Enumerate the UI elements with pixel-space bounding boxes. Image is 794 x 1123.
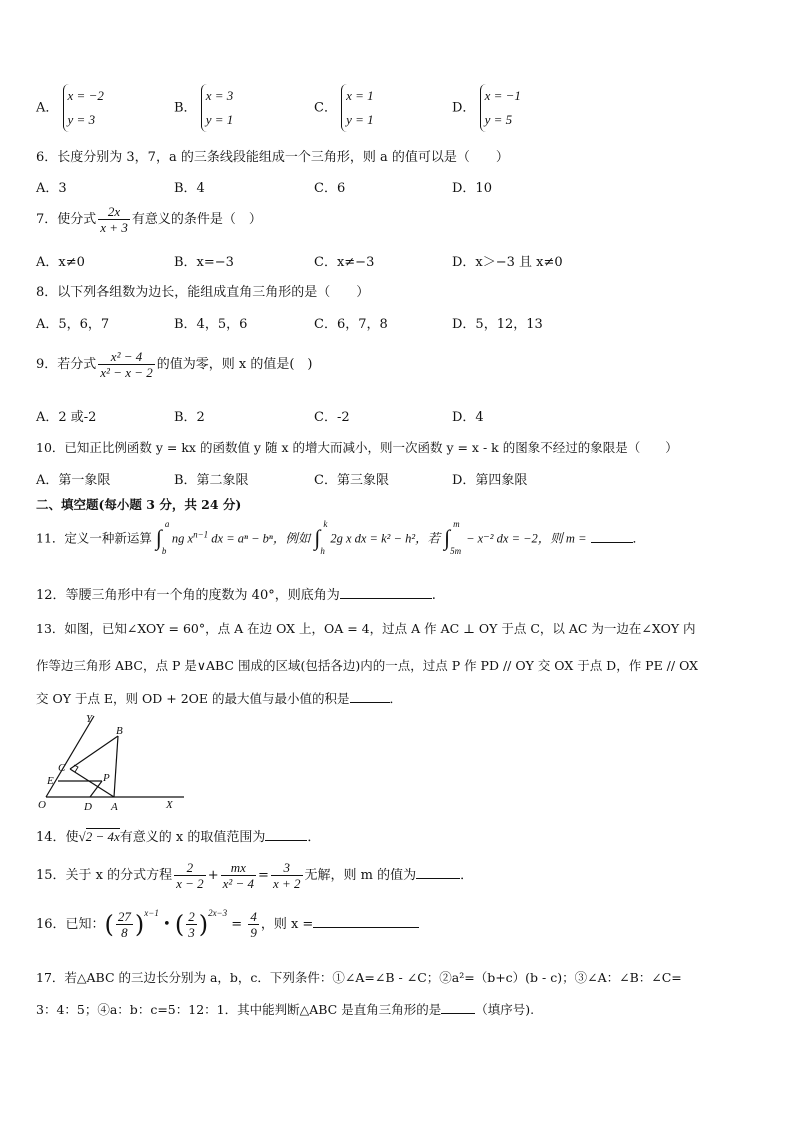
q8-stem: 8．以下列各组数为边长，能组成直角三角形的是（ ） [36, 285, 370, 300]
q13-figure [34, 712, 194, 812]
label-c: C [58, 762, 66, 774]
label-o: O [38, 799, 46, 811]
q5-option-b: B． x = 3 y = 1 [174, 84, 233, 132]
q7-option-d: D．x＞−3 且 x≠0 [452, 255, 563, 270]
q10-option-c: C．第三象限 [314, 473, 389, 488]
q14-stem: 14．使√2 − 4x有意义的 x 的取值范围为 ． [36, 829, 321, 845]
q8-option-d: D．5，12，13 [452, 317, 543, 332]
label-b: B [116, 725, 123, 737]
q8-option-b: B．4，5，6 [174, 317, 248, 332]
q7-option-a: A．x≠0 [36, 255, 85, 270]
q7-stem: 7．使分式 $\frac{2x}{x + 3}$ 有意义的条件是（ ） [36, 204, 262, 235]
q10-option-a: A．第一象限 [36, 473, 111, 488]
segment-cb [70, 736, 118, 769]
q12-stem: 12．等腰三角形中有一个角的度数为 40°，则底角为 . [36, 588, 436, 603]
label-d: D [84, 801, 92, 812]
q13-line-2: 作等边三角形 ABC，点 P 是∨ABC 围成的区域(包括各边)内的一点，过点 P 作 PD // OY 交 OX 于点 D，作 PE // OX [36, 658, 699, 673]
q7-option-c: C．x≠−3 [314, 255, 375, 270]
q6-option-d: D．10 [452, 181, 492, 196]
label-x: X [166, 799, 173, 811]
q9-option-c: C．-2 [314, 410, 350, 425]
q8-option-a: A．5，6，7 [36, 317, 110, 332]
q9-option-d: D．4 [452, 410, 484, 425]
q5-option-a: A． x = −2 y = 3 [36, 84, 104, 132]
q11-stem: 11．定义一种新运算 ∫ a b ng $x^{n-1}$ dx = aⁿ − bⁿ，例如 ∫ k h 2g x dx = k² − h²，若 ∫ m 5m − x⁻² dx = −2，则 m = ． [36, 519, 646, 556]
label-p: P [103, 772, 110, 784]
q10-stem: 10．已知正比例函数 y = kx 的函数值 y 随 x 的增大而减小，则一次函数 y = x - k 的图象不经过的象限是（ ） [36, 440, 678, 455]
q13-line-1: 13．如图，已知∠XOY = 60°，点 A 在边 OX 上，OA = 4，过点 A 作 AC ⊥ OY 于点 C，以 AC 为一边在∠XOY 内 [36, 621, 696, 636]
q8-option-c: C．6，7，8 [314, 317, 388, 332]
q6-option-b: B．4 [174, 181, 205, 196]
section-heading: 二、填空题(每小题 3 分，共 24 分) [36, 497, 242, 512]
label-y: Y [86, 713, 93, 725]
q16-stem: 16．已知：( $\frac{27}{8}$ )$^{x-1}$ • ( $\frac{2}{3}$ )$^{2x-3}$ = $\frac{4}{9}$ ，则 x = [36, 908, 419, 940]
q10-option-b: B．第二象限 [174, 473, 249, 488]
label-a: A [111, 801, 118, 812]
q9-option-b: B．2 [174, 410, 205, 425]
label-e: E [47, 775, 54, 787]
q6-stem: 6．长度分别为 3，7，a 的三条线段能组成一个三角形，则 a 的值可以是（ ） [36, 150, 509, 165]
q13-line-3: 交 OY 于点 E，则 OD + 2OE 的最大值与最小值的积是 ． [36, 691, 403, 706]
segment-ab [114, 736, 118, 797]
q9-stem: 9．若分式 $\frac{\text{x² − 4}}{\text{x² − x − 2}}$ 的值为零，则 x 的值是( ) [36, 349, 313, 380]
q10-option-d: D．第四象限 [452, 473, 528, 488]
q7-option-b: B．x=−3 [174, 255, 234, 270]
q5-option-d: D． x = −1 y = 5 [452, 84, 521, 132]
q6-option-c: C．6 [314, 181, 346, 196]
q5-option-c: C． x = 1 y = 1 [314, 84, 374, 132]
q9-option-a: A．2 或-2 [36, 410, 97, 425]
q17-line-1: 17．若△ABC 的三边长分别为 a，b，c．下列条件：①∠A=∠B - ∠C；②a²=（b+c）(b - c)；③∠A：∠B：∠C= [36, 970, 682, 985]
q17-line-2: 3：4：5；④a：b：c=5：12：1．其中能判断△ABC 是直角三角形的是 （填序号). [36, 1002, 535, 1017]
q15-stem: 15．关于 x 的分式方程 $\frac{2}{x - 2}$ + $\frac{mx}{\text{x² − 4}}$ = $\frac{3}{x + 2}$ 无解，则 m 的值为 ． [36, 860, 474, 891]
q6-option-a: A．3 [36, 181, 67, 196]
